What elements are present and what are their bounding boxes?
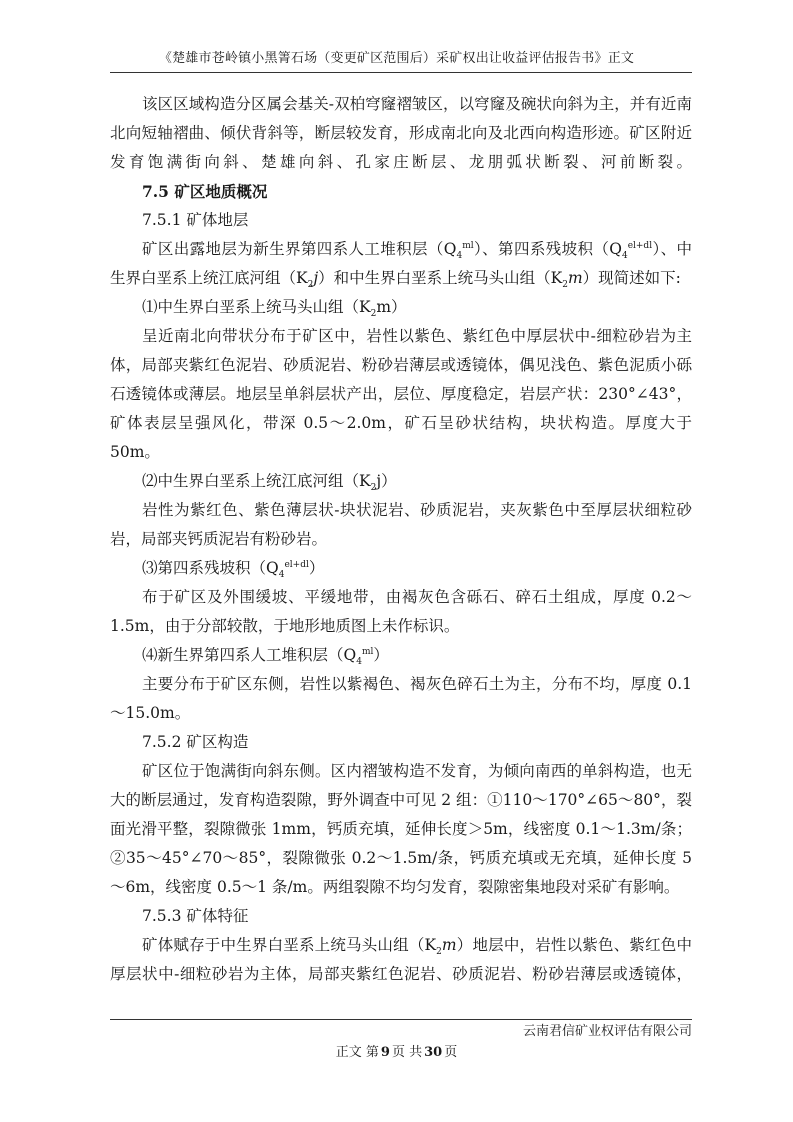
strata-text-2: ）、第四系残坡积（Q [473, 240, 622, 258]
orebody-text-1: 矿体赋存于中生界白垩系上统马头山组（K [142, 936, 437, 954]
item-1-sub: 2 [370, 309, 377, 320]
item-1-heading [110, 293, 692, 322]
strata-text-5: ）现简述如下: [582, 269, 681, 287]
strata-sup-1: ml [462, 240, 474, 251]
footer-divider [110, 1019, 692, 1020]
section-7-5-3-heading: 7.5.3 矿体特征 [142, 907, 249, 925]
strata-sub-2: 4 [621, 251, 628, 262]
strata-intro-paragraph [110, 235, 692, 293]
item-4-sub: 4 [356, 657, 362, 668]
strata-italic-3: j [313, 269, 319, 287]
item-2-tail: j） [376, 472, 397, 490]
item-4-heading [110, 641, 692, 670]
page-middle: 页 共 [391, 1045, 423, 1060]
strata-italic-4: m [567, 269, 583, 287]
page-prefix: 正文 第 [335, 1045, 379, 1060]
item-3-sub: 4 [278, 570, 285, 581]
footer-company: 云南君信矿业权评估有限公司 [522, 1024, 692, 1039]
item-2-paragraph: 岩性为紫红色、紫色薄层状-块状泥岩、砂质泥岩，夹灰紫色中至厚层状细粒砂岩，局部夹钙质泥岩有粉砂岩。 [110, 501, 692, 548]
item-1-label: ⑴中生界白垩系上统马头山组（K [142, 298, 371, 316]
strata-sub-3: 2 [307, 280, 314, 291]
section-7-5-2-heading: 7.5.2 矿区构造 [142, 733, 249, 751]
orebody-paragraph [110, 931, 692, 989]
orebody-text-2: ）地层中，岩性以紫色、紫红色中厚层状中-细粒砂岩为主体，局部夹紫红色泥岩、砂质泥岩、粉砂岩薄层或透镜体， [110, 936, 692, 983]
item-3-heading [110, 554, 692, 583]
item-4-tail: ） [373, 646, 389, 664]
orebody-italic: m [441, 936, 457, 954]
item-3-label: ⑶第四系残坡积（Q [142, 559, 279, 577]
strata-text-3: ）、中生界白垩系上统江底河组（K [110, 240, 692, 287]
section-7-5-heading: 7.5 矿区地质概况 [142, 182, 268, 201]
page-number: 9 [380, 1045, 390, 1060]
strata-sup-2: el+dl [627, 240, 653, 251]
item-4-label: ⑷新生界第四系人工堆积层（Q [142, 646, 357, 664]
page-number-line [0, 1044, 793, 1062]
item-2-heading [110, 467, 692, 496]
strata-text-1: 矿区出露地层为新生界第四系人工堆积层（Q [142, 240, 457, 258]
item-1-paragraph: 呈近南北向带状分布于矿区中，岩性以紫色、紫红色中厚层状中-细粒砂岩为主体，局部夹紫红色泥岩、砂质泥岩、粉砂岩薄层或透镜体，偶见浅色、紫色泥质小砾石透镜体或薄层。地层呈单斜层状产出，层位、厚度稳定，岩层产状：230°∠43°，矿体表层呈强风化，带深 0.5～2.0m，矿石呈砂状结构，块状构造。厚度大于 50m。 [110, 327, 692, 461]
total-pages: 30 [424, 1045, 443, 1060]
header-title: 《楚雄市苍岭镇小黑箐石场（变更矿区范围后）采矿权出让收益评估报告书》正文 [158, 51, 635, 66]
strata-text-4: ）和中生界白垩系上统马头山组（K [318, 269, 563, 287]
item-4-paragraph: 主要分布于矿区东侧，岩性以紫褐色、褐灰色碎石土为主，分布不均，厚度 0.1～15.0m。 [110, 675, 692, 722]
item-4-sup: ml [361, 646, 374, 657]
item-3-tail: ） [308, 559, 325, 577]
section-7-5-1-heading: 7.5.1 矿体地层 [142, 211, 249, 229]
strata-sub-1: 4 [456, 251, 463, 262]
page-suffix: 页 [444, 1045, 458, 1060]
strata-sub-4: 2 [562, 280, 568, 291]
item-1-tail: m） [376, 298, 407, 316]
orebody-sub: 2 [436, 947, 442, 958]
structure-paragraph: 矿区位于饱满街向斜东侧。区内褶皱构造不发育，为倾向南西的单斜构造，也无大的断层通过，发育构造裂隙，野外调查中可见 2 组：①110～170°∠65～80°，裂面光滑平整，裂隙微张 1mm，钙质充填，延伸长度＞5m，线密度 0.1～1.3m/条；②35～45°∠70～85°，裂隙微张 0.2～1.5m/条，钙质充填或无充填，延伸长度 5～6m，线密度 0.5～1 条/m。两组裂隙不均匀发育，裂隙密集地段对采矿有影响。 [110, 762, 692, 896]
intro-paragraph: 该区区域构造分区属会基关-双柏穹窿褶皱区，以穹窿及碗状向斜为主，并有近南北向短轴褶曲、倾伏背斜等，断层较发育，形成南北向及北西向构造形迹。矿区附近发育饱满街向斜、楚雄向斜、孔家庄断层、龙朋弧状断裂、河前断裂。 [110, 95, 692, 171]
item-3-sup: el+dl [284, 559, 309, 570]
document-body [110, 90, 692, 989]
item-2-sub: 2 [370, 483, 377, 494]
item-2-label: ⑵中生界白垩系上统江底河组（K [142, 472, 371, 490]
header-divider [110, 72, 692, 73]
item-3-paragraph: 布于矿区及外围缓坡、平缓地带，由褐灰色含砾石、碎石土组成，厚度 0.2～1.5m，由于分部较散，于地形地质图上未作标识。 [110, 588, 692, 635]
